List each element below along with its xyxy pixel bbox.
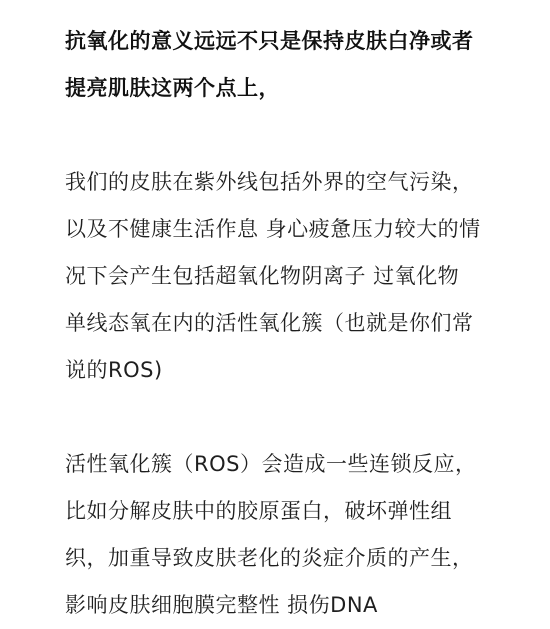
- text-line: 况下会产生包括超氧化物阴离子 过氧化物: [65, 264, 460, 288]
- text-line: 织，加重导致皮肤老化的炎症介质的产生，: [65, 546, 474, 570]
- lead-paragraph: [65, 18, 505, 112]
- text-line: 单线态氧在内的活性氧化簇（也就是你们常: [65, 311, 474, 335]
- text-line: 我们的皮肤在紫外线包括外界的空气污染，: [65, 170, 474, 194]
- text-line: 说的ROS): [65, 358, 163, 382]
- body-paragraph: [65, 159, 505, 394]
- text-line: 影响皮肤细胞膜完整性 损伤DNA: [65, 593, 378, 617]
- text-line: 抗氧化的意义远远不只是保持皮肤白净或者: [65, 29, 474, 53]
- text-line: 比如分解皮肤中的胶原蛋白，破坏弹性组: [65, 499, 452, 523]
- body-paragraph: [65, 441, 505, 629]
- paragraph-gap: [65, 112, 505, 159]
- text-line: 活性氧化簇（ROS）会造成一些连锁反应，: [65, 452, 477, 476]
- article-body: [65, 18, 505, 629]
- text-line: 提亮肌肤这两个点上，: [65, 76, 280, 100]
- text-line: 以及不健康生活作息 身心疲惫压力较大的情: [65, 217, 481, 241]
- paragraph-gap: [65, 394, 505, 441]
